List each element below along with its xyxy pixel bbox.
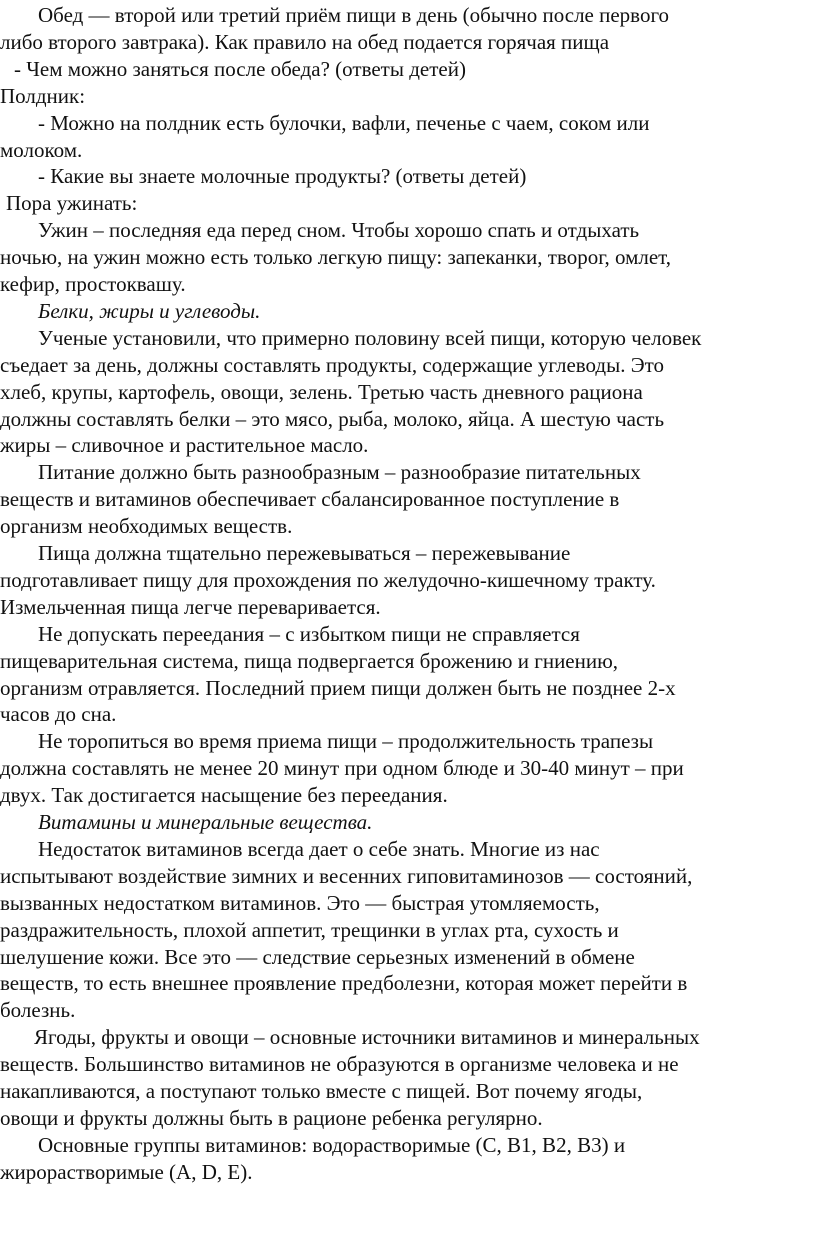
text-line: Основные группы витаминов: водорастворимые (С, В1, В2, В3) и	[38, 1132, 626, 1157]
text-line: Ужин – последняя еда перед сном. Чтобы хорошо спать и отдыхать	[38, 218, 640, 243]
text-line: должны составлять белки – это мясо, рыба, молоко, яйца. А шестую часть	[0, 406, 665, 431]
text-line: - Чем можно заняться после обеда? (ответы детей)	[14, 56, 466, 81]
text-line: ночью, на ужин можно есть только легкую пищу: запеканки, творог, омлет,	[0, 245, 672, 270]
text-line: Питание должно быть разнообразным – разнообразие питательных	[38, 460, 641, 485]
text-line: испытывают воздействие зимних и весенних гиповитаминозов — состояний,	[0, 863, 693, 888]
text-line: накапливаются, а поступают только вместе с пищей. Вот почему ягоды,	[0, 1079, 643, 1103]
text-line: - Можно на полдник есть булочки, вафли, печенье с чаем, соком или	[38, 110, 650, 135]
text-line: Ученые установили, что примерно половину всей пищи, которую человек	[38, 325, 702, 350]
text-line: организм отравляется. Последний прием пищи должен быть не позднее 2-х	[0, 675, 676, 700]
text-line: веществ и витаминов обеспечивает сбалансированное поступление в	[0, 487, 620, 512]
section-heading: Белки, жиры и углеводы.	[38, 298, 261, 323]
text-line: овощи и фрукты должны быть в рационе ребенка регулярно.	[0, 1105, 543, 1130]
section-heading: Витамины и минеральные вещества.	[38, 810, 373, 834]
text-line: подготавливает пищу для прохождения по желудочно-кишечному тракту.	[0, 567, 656, 592]
text-line: Недостаток витаминов всегда дает о себе знать. Многие из нас	[38, 836, 600, 861]
text-line: Измельченная пища легче переваривается.	[0, 594, 381, 619]
text-line: вызванных недостатком витаминов. Это — быстрая утомляемость,	[0, 890, 600, 915]
text-line: Не торопиться во время приема пищи – продолжительность трапезы	[38, 729, 654, 754]
text-line: должна составлять не менее 20 минут при одном блюде и 30-40 минут – при	[0, 756, 684, 781]
text-line: Ягоды, фрукты и овощи – основные источники витаминов и минеральных	[34, 1025, 700, 1050]
text-line: жиры – сливочное и растительное масло.	[0, 433, 369, 458]
text-line: болезнь.	[0, 998, 76, 1023]
text-line: - Какие вы знаете молочные продукты? (ответы детей)	[38, 164, 527, 189]
text-line: шелушение кожи. Все это — следствие серьезных изменений в обмене	[0, 944, 635, 969]
text-line: Не допускать переедания – с избытком пищи не справляется	[38, 621, 580, 646]
text-line: либо второго завтрака). Как правило на обед подается горячая пища	[0, 29, 610, 54]
text-line: веществ, то есть внешнее проявление предболезни, которая может перейти в	[0, 971, 688, 996]
text-line: пищеварительная система, пища подвергается брожению и гниению,	[0, 648, 619, 673]
text-line: организм необходимых веществ.	[0, 514, 293, 539]
text-line: двух. Так достигается насыщение без переедания.	[0, 783, 448, 808]
text-line: съедает за день, должны составлять продукты, содержащие углеводы. Это	[0, 352, 664, 377]
text-line: часов до сна.	[0, 702, 117, 727]
text-line: раздражительность, плохой аппетит, трещинки в углах рта, сухость и	[0, 917, 619, 942]
text-line: хлеб, крупы, картофель, овощи, зелень. Третью часть дневного рациона	[0, 379, 643, 404]
text-line: Обед — второй или третий приём пищи в день (обычно после первого	[38, 3, 670, 27]
text-line: Полдник:	[0, 83, 86, 108]
text-line: Пора ужинать:	[6, 191, 138, 216]
text-line: молоком.	[0, 137, 83, 162]
text-line: жирорастворимые (А, D, Е).	[0, 1159, 253, 1184]
text-line: веществ. Большинство витаминов не образуются в организме человека и не	[0, 1052, 679, 1077]
text-line: кефир, простоквашу.	[0, 272, 186, 296]
text-line: Пища должна тщательно пережевываться – пережевывание	[38, 541, 571, 565]
